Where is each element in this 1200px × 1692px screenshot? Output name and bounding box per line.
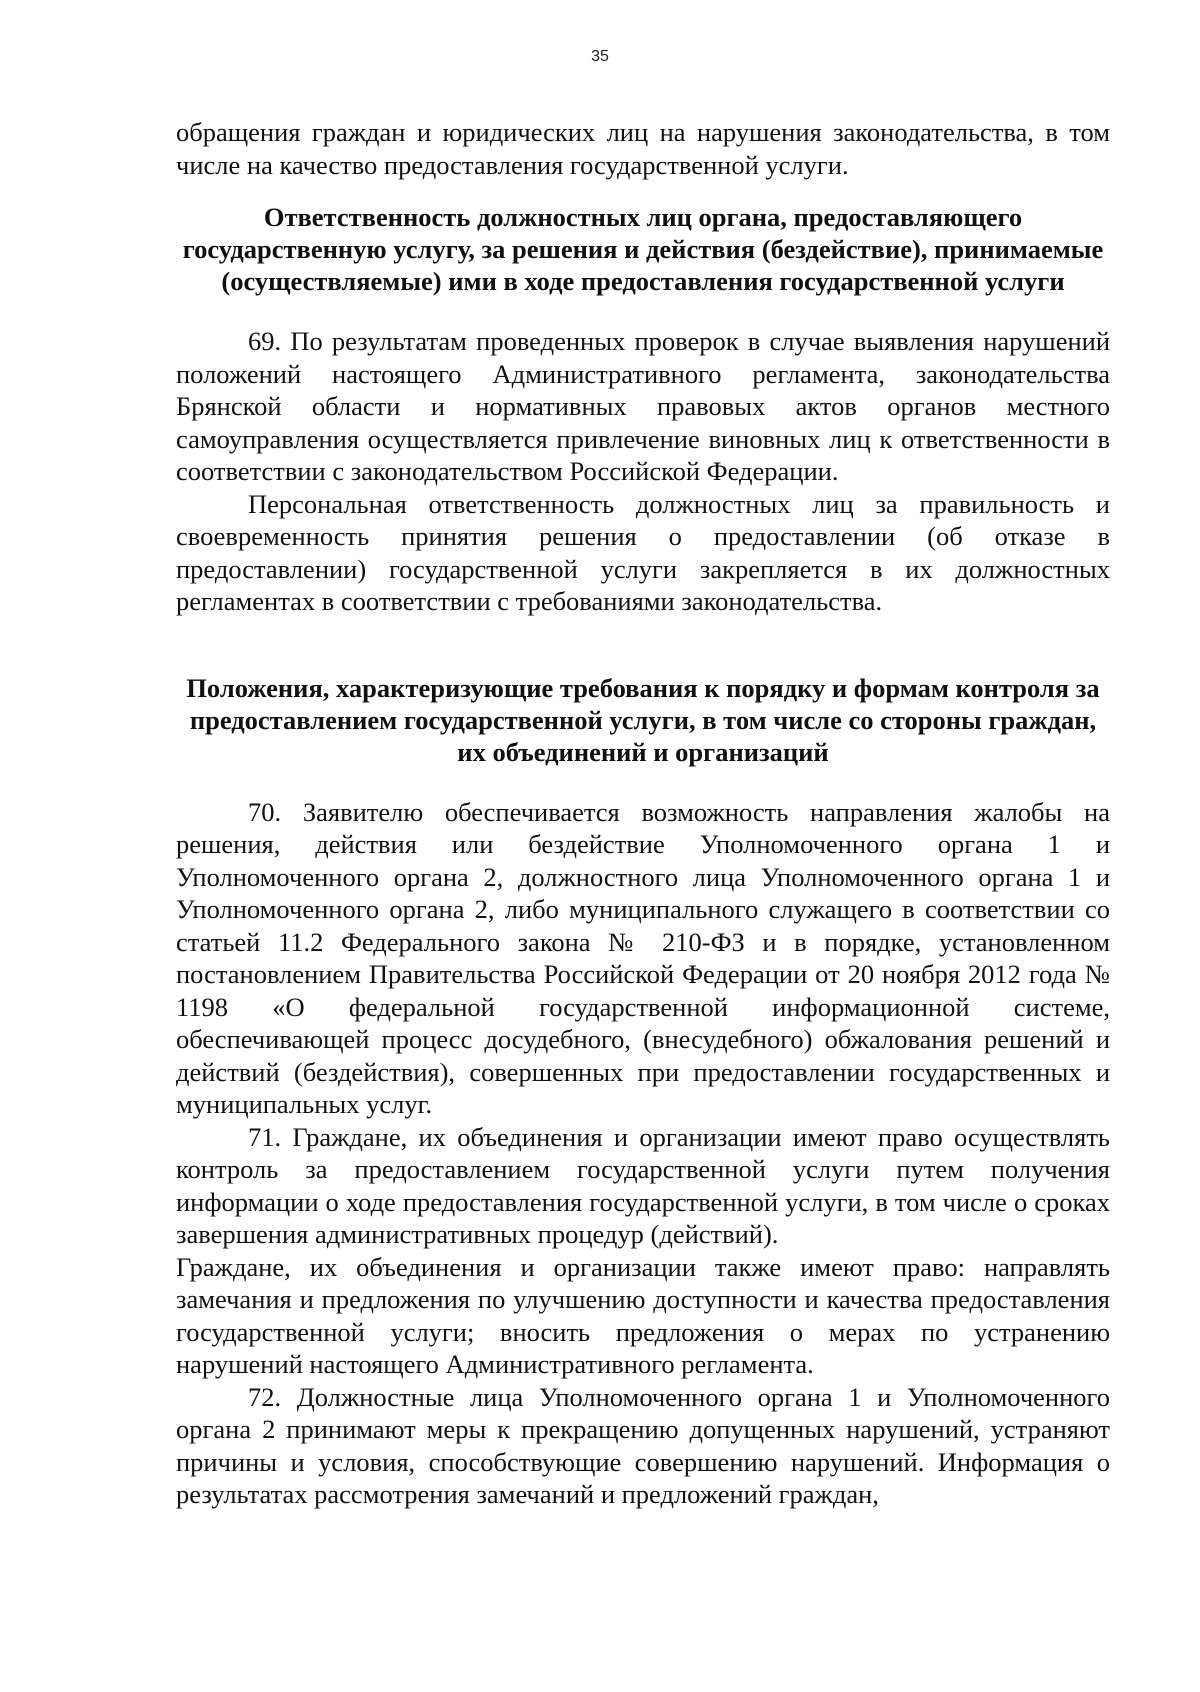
page-number: 35	[591, 48, 609, 65]
paragraph-69: 69. По результатам проведенных проверок в случае выявления нарушений положений настоящего Административного регламента, законодательства Брянской области и нормативных правовых актов органов местного самоуправления осуществляется привлечение виновных лиц к ответственности в соответствии с законодательством Российской Федерации.	[176, 326, 1110, 486]
paragraph-70: 70. Заявителю обеспечивается возможность направления жалобы на решения, действия или бездействие Уполномоченного органа 1 и Уполномоченного органа 2, должностного лица Уполномоченного органа 1 и Уполномоченного органа 2, либо муниципального служащего в соответствии со статьей 11.2 Федерального закона № 210-ФЗ и в порядке, установленном постановлением Правительства Российской Федерации от 20 ноября 2012 года № 1198 «О федеральной государственной информационной системе, обеспечивающей процесс досудебного, (внесудебного) обжалования решений и действий (бездействия), совершенных при предоставлении государственных и муниципальных услуг.	[176, 796, 1110, 1119]
paragraph-71-continued: Граждане, их объединения и организации также имеют право: направлять замечания и предложения по улучшению доступности и качества предоставления государственной услуги; вносить предложения о мерах по устранению нарушений настоящего Административного регламента.	[176, 1251, 1110, 1379]
section-heading-responsibility: Ответственность должностных лиц органа, предоставляющего государственную услугу, за решения и действия (бездействие), принимаемые (осуществляемые) ими в ходе предоставления государственной услуги	[182, 202, 1104, 296]
paragraph-71: 71. Граждане, их объединения и организации имеют право осуществлять контроль за предоставлением государственной услуги путем получения информации о ходе предоставления государственной услуги, в том числе о сроках завершения административных процедур (действий).	[176, 1121, 1110, 1249]
paragraph-72: 72. Должностные лица Уполномоченного органа 1 и Уполномоченного органа 2 принимают меры к прекращению допущенных нарушений, устраняют причины и условия, способствующие совершению нарушений. Информация о результатах рассмотрения замечаний и предложений граждан,	[176, 1381, 1110, 1509]
section-heading-control: Положения, характеризующие требования к порядку и формам контроля за предоставлением государственной услуги, в том числе со стороны граждан, их объединений и организаций	[186, 672, 1100, 767]
intro-paragraph: обращения граждан и юридических лиц на нарушения законодательства, в том числе на качество предоставления государственной услуги.	[176, 117, 1110, 180]
document-body	[176, 116, 1110, 1511]
paragraph-69-personal-responsibility: Персональная ответственность должностных лиц за правильность и своевременность принятия решения о предоставлении (об отказе в предоставлении) государственной услуги закрепляется в их должностных регламентах в соответствии с требованиями законодательства.	[176, 488, 1110, 616]
